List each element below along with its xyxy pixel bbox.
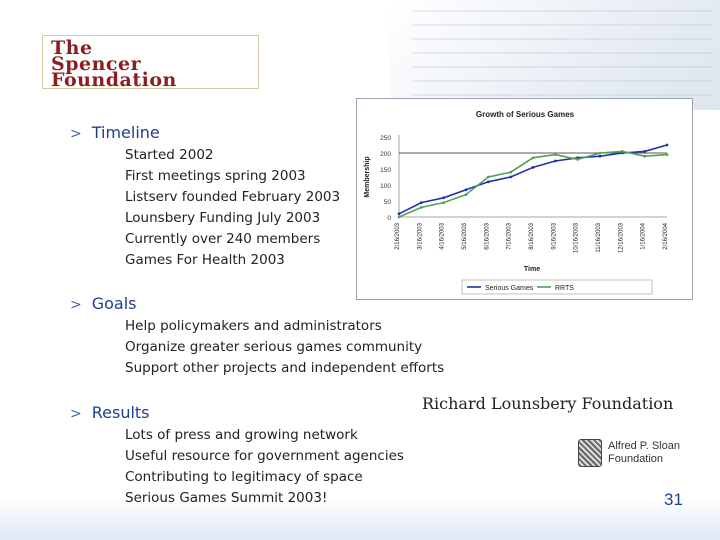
list-item: First meetings spring 2003	[125, 168, 306, 184]
data-point	[532, 156, 535, 159]
data-point	[599, 152, 602, 155]
chart-xlabel: Time	[523, 266, 541, 273]
timeline-list	[125, 145, 340, 271]
list-item: Support other projects and independent efforts	[125, 360, 445, 376]
x-tick-label: 7/16/2003	[506, 223, 513, 250]
lounsbery-name: Richard Lounsbery Foundation	[422, 394, 674, 413]
bullet-icon: >	[70, 126, 82, 142]
section-goals-heading	[70, 294, 137, 313]
data-point	[554, 160, 557, 163]
sloan-name-line-2: Foundation	[608, 453, 664, 465]
list-item: Organize greater serious games community	[125, 339, 423, 355]
sloan-logo	[576, 436, 686, 469]
results-list	[125, 425, 404, 509]
x-tick-label: 6/16/2003	[484, 223, 491, 250]
section-title: Results	[91, 403, 150, 422]
data-point	[465, 188, 468, 191]
background-decoration	[390, 0, 720, 110]
background-lines	[412, 6, 712, 96]
sloan-name-line-1: Alfred P. Sloan	[608, 440, 680, 452]
logo-line-3: Foundation	[51, 69, 177, 91]
section-results-heading	[70, 403, 150, 422]
x-tick-label: 4/16/2003	[439, 223, 446, 250]
data-point	[554, 153, 557, 156]
data-point	[643, 155, 646, 158]
sloan-seal-icon	[578, 439, 602, 467]
data-point	[420, 206, 423, 209]
x-tick-label: 10/16/2003	[573, 223, 580, 254]
series-line-rrts	[399, 151, 667, 217]
list-item: Serious Games Summit 2003!	[125, 490, 328, 506]
y-tick-label: 100	[380, 183, 391, 190]
list-item: Listserv founded February 2003	[125, 189, 341, 205]
section-timeline-heading	[70, 123, 160, 142]
data-point	[487, 180, 490, 183]
y-tick-label: 50	[383, 199, 391, 206]
x-tick-label: 5/16/2003	[462, 223, 468, 250]
x-tick-label: 11/16/2003	[596, 223, 602, 253]
y-tick-label: 150	[380, 167, 391, 174]
logo-line-2: Spencer	[51, 53, 142, 75]
bullet-icon: >	[70, 406, 82, 422]
data-point	[465, 193, 468, 196]
data-point	[666, 153, 669, 156]
list-item: Help policymakers and administrators	[125, 318, 382, 334]
chart-svg	[357, 99, 692, 299]
data-point	[621, 150, 624, 153]
list-item: Lounsbery Funding July 2003	[125, 210, 321, 226]
data-point	[532, 166, 535, 169]
chart-title: Growth of Serious Games	[475, 110, 575, 119]
x-tick-label: 12/16/2003	[618, 223, 625, 254]
data-point	[599, 155, 602, 158]
lounsbery-logo	[398, 385, 686, 423]
x-tick-label: 1/16/2004	[640, 223, 647, 250]
goals-list	[125, 316, 444, 379]
y-tick-label: 0	[387, 215, 391, 222]
list-item: Currently over 240 members	[125, 231, 321, 247]
data-point	[509, 176, 512, 179]
x-tick-label: 2/16/2003	[395, 223, 401, 250]
x-tick-label: 8/16/2003	[529, 223, 535, 250]
x-tick-label: 3/16/2003	[417, 223, 424, 250]
data-point	[398, 216, 401, 219]
logo-line-1: The	[51, 37, 93, 59]
data-point	[398, 212, 401, 215]
spencer-foundation-logo	[42, 35, 259, 89]
data-point	[420, 201, 423, 204]
data-point	[487, 176, 490, 179]
section-title: Timeline	[91, 123, 160, 142]
growth-chart	[356, 98, 693, 300]
data-point	[442, 196, 445, 199]
legend-label: Serious Games	[485, 285, 534, 292]
y-tick-label: 250	[380, 135, 391, 142]
page-number: 31	[664, 490, 683, 509]
bullet-icon: >	[70, 297, 82, 313]
list-item: Started 2002	[125, 147, 214, 163]
data-point	[666, 144, 669, 147]
list-item: Contributing to legitimacy of space	[125, 469, 363, 485]
x-tick-label: 9/16/2003	[551, 223, 558, 250]
data-point	[576, 158, 579, 161]
data-point	[442, 201, 445, 204]
x-tick-label: 2/16/2004	[663, 223, 669, 250]
y-tick-label: 200	[380, 151, 391, 158]
section-title: Goals	[91, 294, 137, 313]
data-point	[643, 150, 646, 153]
list-item: Lots of press and growing network	[125, 427, 358, 443]
legend-label: RRTS	[555, 285, 574, 292]
list-item: Useful resource for government agencies	[125, 448, 404, 464]
data-point	[509, 171, 512, 174]
list-item: Games For Health 2003	[125, 252, 285, 268]
chart-ylabel: Membership	[364, 156, 371, 198]
